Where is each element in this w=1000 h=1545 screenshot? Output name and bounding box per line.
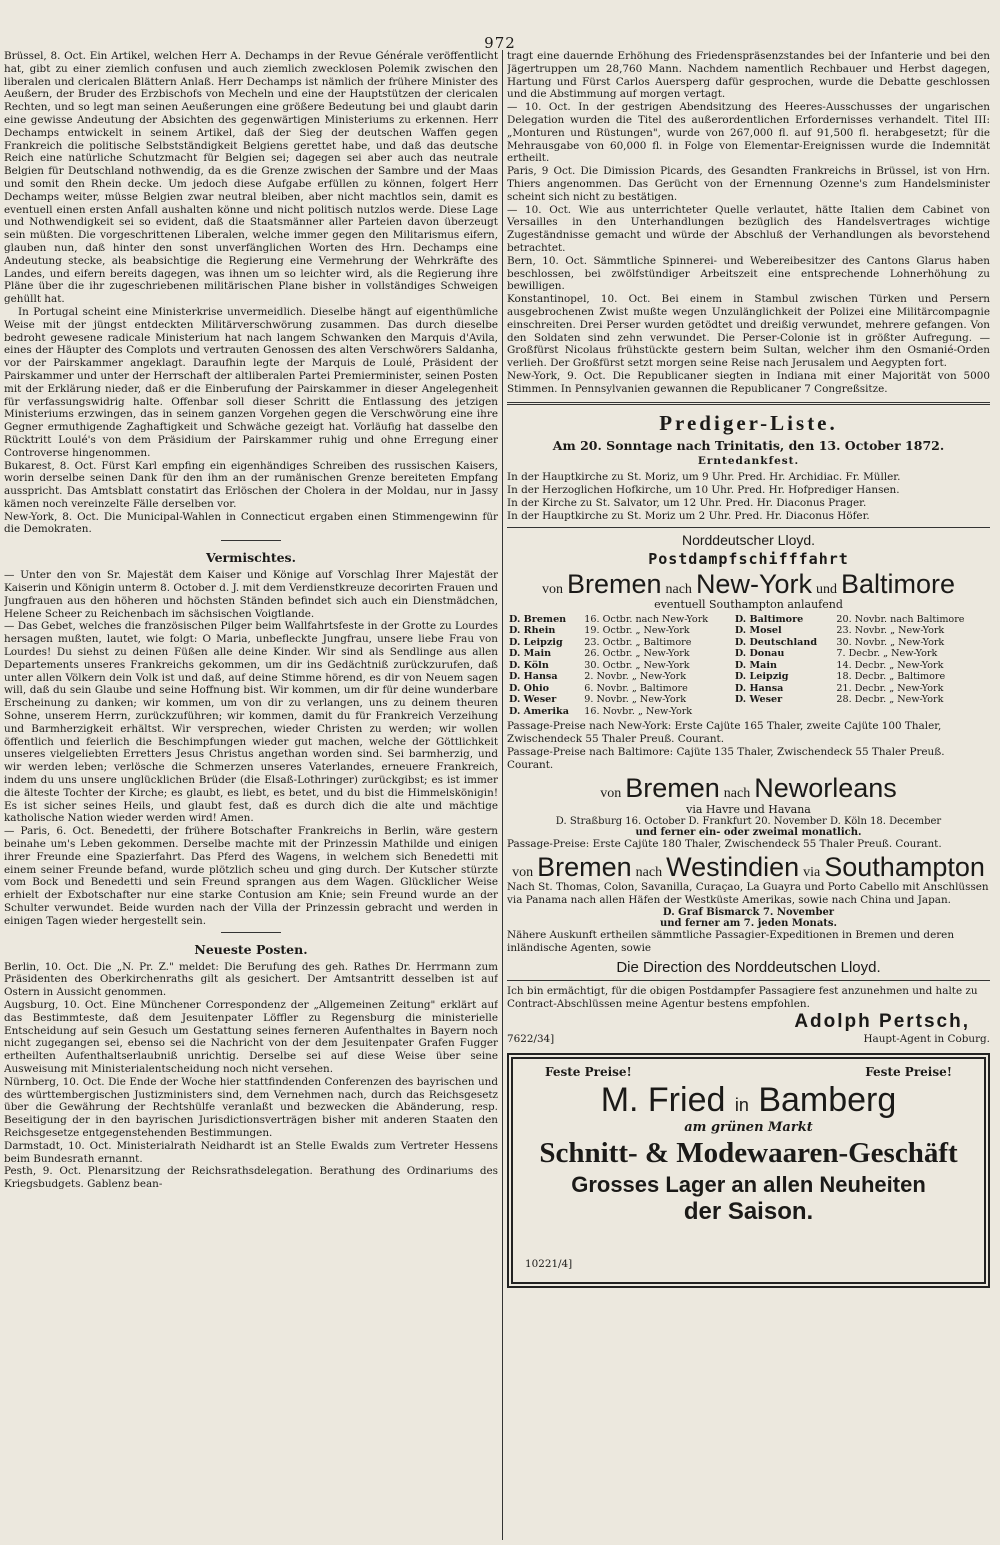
schedule-row: [507, 694, 990, 706]
news-pesth: Pesth, 9. Oct. Plenarsitzung der Reichsrathsdelegation. Berathung des Ordinariums des Kriegsbudgets. Gablenz bean-: [4, 1165, 498, 1191]
ship-name: D. Ohio: [509, 682, 550, 694]
right-column: [507, 50, 990, 1540]
news-konstantinopel: Konstantinopel, 10. Oct. Bei einem in Stambul zwischen Türken und Persern ausgebrochenen Zwist mußte wegen Unzulänglichkeit der Polizei eine Militärcompagnie einschreiten. Drei Perser wurden getödtet und dreißig verwundet, mehrere gefangen. Von den Soldaten sind zehn verwundet. Die Perser-Colonie ist in größter Aufregung. — Großfürst Nicolaus frühstückte gestern beim Sultan, welcher ihm den Osmanié-Orden verlieh. Der Großfürst setzt morgen seine Reise nach Jerusalem und Aegypten fort.: [507, 293, 990, 370]
ship-name: D. Weser: [509, 694, 557, 706]
ship-name: D. Mosel: [734, 625, 782, 637]
fried-slogan-left: Feste Preise!: [545, 1065, 632, 1080]
ship-name: D. Köln: [509, 659, 549, 671]
route-westindien-frequency: und ferner am 7. jeden Monats.: [659, 918, 838, 930]
news-new-york-2: New-York, 9. Oct. Die Republicaner siegten in Indiana mit einer Majorität von 5000 Stimmen. In Pennsylvanien gewannen die Republicaner 7 Congreßsitze.: [507, 369, 990, 395]
news-augsburg: Augsburg, 10. Oct. Eine Münchener Correspondenz der „Allgemeinen Zeitung" erklärt auf das Bestimmteste, daß dem Jesuitenpater Löffler zu Regensburg die ministerielle Entscheidung auf sein Gesuch um Gestattung seines ferneren Aufenthaltes in Bayern noch nicht zugegangen sei, ebenso sei die Nachricht von der dem Jesuitenpater Grafen Fugger ertheilten Aufenthaltserlaubniß unrichtig. Derselbe sei auf diese Weise über seine Ausweisung mit Ministerialentscheidung noch nicht versehen.: [4, 998, 498, 1075]
departure: 26. Octbr. „ New-York: [584, 648, 690, 660]
news-pesth-cont: tragt eine dauernde Erhöhung des Friedenspräsenzstandes bei der Infanterie und bei den Jägertruppen um 28,760 Mann. Nachdem namentlich Rechbauer und Herbst dagegen, Hartung und Fürst Carlos Auersperg dafür gesprochen, wurde die Debatte geschlossen und die Abstimmung auf morgen vertagt.: [507, 50, 990, 101]
preacher-row: In der Kirche zu St. Salvator, um 12 Uhr. Pred. Hr. Diaconus Prager.: [507, 496, 867, 509]
agent-signature: Adolph Pertsch,: [794, 1011, 970, 1033]
route-neworleans-via: via Havre und Havana: [686, 802, 811, 816]
ship-name: [733, 706, 835, 718]
departure: 7. Decbr. „ New-York: [836, 648, 938, 660]
ship-name: D. Weser: [734, 694, 783, 706]
fried-slogan-right: Feste Preise!: [865, 1065, 952, 1080]
schedule-row: [507, 683, 990, 695]
departure: 18. Decbr. „ Baltimore: [836, 671, 946, 683]
schedule-row: [507, 614, 990, 626]
sailing-schedule: [507, 614, 990, 718]
fried-season-line: der Saison.: [683, 1198, 814, 1226]
news-bern: Bern, 10. Oct. Sämmtliche Spinnerei- und Webereibesitzer des Cantons Glarus haben beschlossen, bei zwölfstündiger Arbeitszeit eine entsprechende Lohnerhöhung zu bewilligen.: [507, 254, 990, 293]
section-divider: [221, 540, 281, 541]
route-neworleans: von Bremen nach Neworleans: [600, 773, 897, 804]
fried-reference: 10221/4]: [525, 1258, 573, 1271]
departure: 9. Novbr. „ New-York: [584, 694, 687, 706]
departure: 16. Novbr. „ New-York: [584, 705, 693, 717]
ship-name: D. Main: [509, 648, 552, 660]
news-ungarische-delegation: — 10. Oct. In der gestrigen Abendsitzung des Heeres-Ausschusses der ungarischen Delegation wurden die Titel des außerordentlichen Erfordernisses verhandelt. Titel III: „Monturen und Rüstungen", wurde von 267,000 fl. auf 91,500 fl. herabgesetzt; für die Mehrausgabe von 60,000 fl. in Folge von Elementar-Ereignissen wurde die Indemnität ertheilt.: [507, 101, 990, 165]
departure: 23. Octbr. „ Baltimore: [584, 636, 692, 648]
preacher-list-date: Am 20. Sonntage nach Trinitatis, den 13. October 1872.: [552, 437, 945, 453]
departure: 23. Novbr. „ New-York: [836, 625, 945, 637]
ship-name: D. Main: [734, 659, 777, 671]
departure: 30. Novbr. „ New-York: [836, 636, 945, 648]
ad-separator: [507, 402, 990, 405]
news-handelsvertrag: — 10. Oct. Wie aus unterrichteter Quelle verlautet, hätte Italien dem Cabinet von Versailles in den Unterhandlungen bezüglich des Handelsvertrages wichtige Zugeständnisse gemacht und würde der Abschluß der Verhandlungen als bevorstehend betrachtet.: [507, 203, 990, 254]
preacher-list-occasion: Erntedankfest.: [697, 454, 800, 467]
lloyd-info: Nähere Auskunft ertheilen sämmtliche Passagier-Expeditionen in Bremen und deren inländische Agenten, sowie: [507, 929, 955, 955]
ad-separator: [507, 980, 990, 981]
agent-footer: [507, 1033, 990, 1045]
route-neworleans-frequency: und ferner ein- oder zweimal monatlich.: [635, 826, 862, 838]
agent-title: Haupt-Agent in Coburg.: [863, 1033, 990, 1046]
departure: 28. Decbr. „ New-York: [836, 694, 944, 706]
passage-prices-new-york: Passage-Preise nach New-York: Erste Cajüte 165 Thaler, zweite Cajüte 100 Thaler, Zwischendeck 55 Thaler Preuß. Courant.: [507, 720, 942, 746]
schedule-row: [507, 660, 990, 672]
schedule-row: [507, 648, 990, 660]
ship-name: D. Leipzig: [734, 671, 789, 683]
departure: 30. Octbr. „ New-York: [584, 659, 690, 671]
preacher-row: In der Hauptkirche zu St. Moriz um 2 Uhr. Pred. Hr. Diaconus Höfer.: [507, 509, 870, 522]
lloyd-direction: Die Direction des Norddeutschen Lloyd.: [616, 959, 881, 977]
news-paris: Paris, 9 Oct. Die Dimission Picards, des Gesandten Frankreichs in Brüssel, ist von Hrn. Thiers angenommen. Das Gerücht von der Ernennung Ozenne's zum Handelsminister scheint sich nicht zu bestätigen.: [507, 165, 990, 203]
ship-name: D. Bremen: [509, 613, 567, 625]
departure: 16. Octbr. nach New-York: [584, 613, 709, 625]
ship-name: D. Donau: [734, 648, 785, 660]
route-new-york: von Bremen nach New-York und Baltimore: [541, 568, 956, 599]
ship-name: D. Deutschland: [734, 636, 818, 648]
route-neworleans-dates: D. Straßburg 16. October D. Frankfurt 20. November D. Köln 18. December: [555, 815, 942, 827]
news-berlin: Berlin, 10. Oct. Die „N. Pr. Z." meldet: Die Berufung des geh. Rathes Dr. Herrmann zum Präsidenten des Oberkirchenraths gilt als gesichert. Der Amtsantritt desselben ist auf Ostern in Aussicht genommen.: [4, 960, 498, 999]
fried-stock-line: Grosses Lager an allen Neuheiten: [571, 1172, 926, 1198]
schedule-row: [507, 637, 990, 649]
departure: 19. Octbr. „ New-York: [584, 625, 690, 637]
ship-name: D. Hansa: [509, 671, 558, 683]
article-new-york-1: New-York, 8. Oct. Die Municipal-Wahlen in Connecticut ergaben einen Stimmengewinn für die Demokraten.: [4, 510, 498, 536]
news-nuernberg: Nürnberg, 10. Oct. Die Ende der Woche hier stattfindenden Conferenzen des bayrischen und des württembergischen Justizministers sind, dem Vernehmen nach, durch das Reichsgesetz über die Gewährung der Rechtshülfe veranlaßt und bezwecken die Abänderung, resp. Beseitigung der in den bayrischen Jurisdictionsverträgen bisher mit anderen Staaten den Reichsgesetze entgegenstehenden Bestimmungen.: [4, 1075, 498, 1139]
column-divider: [502, 50, 503, 1540]
page-number: 972: [484, 34, 516, 52]
departure: 14. Decbr. „ New-York: [836, 659, 944, 671]
route-new-york-note: eventuell Southampton anlaufend: [654, 597, 843, 611]
misc-benedetti: — Paris, 6. Oct. Benedetti, der frühere Botschafter Frankreichs in Berlin, wäre gestern beinahe um's Leben gekommen. Derselbe machte mit der Prinzessin Mathilde und einigen ihrer Freunde eine Spazierfahrt. Das Pferd des Wagens, in welchem sich Benedetti mit einem seiner Freunde befand, wurde plötzlich scheu und ging durch. Der Kutscher stürzte vom Bock und Benedetti und sein Freund sprangen aus dem Wagen. Glücklicher Weise erhielt der Exbotschafter nur eine starke Contusion am Knie; sein Freund wurde an der Schulter verwundet. Beide wurden nach der Villa der Prinzessin gebracht und werden in einigen Tagen wieder hergestellt sein.: [4, 825, 498, 927]
preacher-list-title: Prediger-Liste.: [659, 410, 838, 435]
departure: 2. Novbr. „ New-York: [584, 671, 687, 683]
heading-vermischtes: Vermischtes.: [206, 550, 296, 566]
misc-lourdes-prayer: — Das Gebet, welches die französischen Pilger beim Wallfahrtsfeste in der Grotte zu Lourdes hersagen mußten, lautet, wie folgt: O Maria, unbefleckte Jungfrau, unsere liebe Frau von Lourdes! Du siehst zu deinen Füßen alle deine Kinder. Wir sind als Sendlinge aus allen Departements unseres Frankreichs gekommen, um dir ins Gedächtniß zurückzurufen, daß unter allen Völkern dein Volk ist und daß, auf deine Stimme hörend, es dir von Neuem sagen will, daß du sein Glaube und seine Hoffnung bist. Wir kommen, um dir für deine wunderbare Erscheinung zu danken; wir kommen, um von dir zu verlangen, uns zu deinem theuren Sohne, unserem Herrn, zurückzuführen; wir kommen, damit du für Frankreich Verzeihung und Barmherzigkeit erhältst. Wir versprechen, wieder Christen zu werden; wir wollen öffentlich und feierlich die Beschimpfungen wieder gut machen, welche der Göttlichkeit unseres vielgeliebten Erretters Jesus Christus angethan worden sind. Sei barmherzig, und wir werden leben; verlösche die Schmerzen unseres Vaterlandes, erneuere Frankreich, indem du uns unsere unglücklichen Brüder (die Elsaß-Lothringer) zurückgibst; es ist immer die älteste Tochter der Kirche; es glaubt, es liebt, es betet, und du bist die Himmelskönigin! Es ist sicher seines Heils, und glaubt fest, daß es durch dich die alte und mächtige katholische Nation wieder werden wird! Amen.: [4, 620, 498, 825]
misc-verdienstkreuz: — Unter den von Sr. Majestät dem Kaiser und Könige auf Vorschlag Ihrer Majestät der Kaiserin und Königin unterm 8. October d. J. mit dem Verdienstkreuze decorirten Frauen und Jungfrauen aus den höheren und höchsten Ständen befindet sich auch ein Dienstmädchen, Helene Scheer zu Reichenbach im sächsischen Voigtlande.: [4, 569, 498, 620]
departure: 21. Decbr. „ New-York: [836, 682, 944, 694]
passage-prices-neworleans: Passage-Preise: Erste Cajüte 180 Thaler, Zwischendeck 55 Thaler Preuß. Courant.: [507, 837, 942, 850]
route-westindien-date: D. Graf Bismarck 7. November: [662, 907, 835, 919]
fried-slogans: [521, 1065, 976, 1079]
left-column: [4, 50, 498, 1540]
ship-name: D. Baltimore: [734, 613, 804, 625]
fried-business-type: Schnitt- & Modewaaren-Geschäft: [539, 1137, 958, 1170]
ship-name: D. Rhein: [509, 625, 556, 637]
ship-name: D. Leipzig: [509, 636, 563, 648]
fried-company-name: M. Fried in Bamberg: [600, 1081, 897, 1120]
article-bukarest: Bukarest, 8. Oct. Fürst Karl empfing ein eigenhändiges Schreiben des russischen Kaisers, worin derselbe seinen Dank für den ihm an der rumänischen Grenze bereiteten Empfang ausspricht. Das Amtsblatt constatirt das Erlöschen der Cholera in der Moldau, nur in Jassy kämen noch vereinzelte Fälle derselben vor.: [4, 459, 498, 510]
route-westindien-ports: Nach St. Thomas, Colon, Savanilla, Curaçao, La Guayra und Porto Cabello mit Anschlüssen via Panama nach allen Häfen der Westküste Amerikas, sowie nach China und Japan.: [507, 881, 989, 907]
article-portugal: In Portugal scheint eine Ministerkrise unvermeidlich. Dieselbe hängt auf eigenthümliche Weise mit der jüngst entdeckten Militärverschwörung zusammen. Das durch dieselbe bedroht gewesene radicale Ministerium hat nach langem Schwanken den Marquis d'Avila, eines der Häupter des Complots und vertrauten Genossen des alten Verschwörers Saldanha, vor der Pairskammer angeklagt. Daraufhin legte der Marquis de Loulé, Präsident der Pairskammer und unter der Herrschaft der altliberalen Partei Premierminister, seinen Posten mit der Erklärung nieder, daß er die Einberufung der Pairskammer in dieser Angelegenheit für verfassungswidrig halte. Offenbar soll dieser Schritt die Entlassung des jetzigen Ministeriums erzwingen, das in seinem ganzen Vorgehen gegen die Verschwörung eine ihre Gegner ermuthigende Zaghaftigkeit und Schwäche gezeigt hat. Vorläufig hat dasselbe den Rücktritt Loulé's von dem Präsidium der Pairskammer ruhig und ohne Erregung einer Controverse hingenommen.: [4, 305, 498, 459]
section-divider: [221, 932, 281, 933]
schedule-row: [507, 706, 990, 718]
agent-text: Ich bin ermächtigt, für die obigen Postdampfer Passagiere fest anzunehmen und halte zu Contract-Abschlüssen meine Agentur bestens empfohlen.: [507, 985, 978, 1011]
schedule-row: [507, 625, 990, 637]
ship-name: D. Amerika: [509, 705, 569, 717]
lloyd-ad-title: Norddeutscher Lloyd.: [681, 531, 816, 548]
heading-neueste-posten: Neueste Posten.: [194, 941, 308, 957]
departure: [834, 706, 990, 718]
agent-reference: 7622/34]: [507, 1033, 555, 1046]
schedule-row: [507, 671, 990, 683]
preacher-row: In der Herzoglichen Hofkirche, um 10 Uhr. Pred. Hr. Hofprediger Hansen.: [507, 483, 900, 496]
route-westindien: von Bremen nach Westindien via Southampton: [512, 851, 985, 882]
ship-name: D. Hansa: [734, 682, 784, 694]
fried-advertisement: [507, 1053, 990, 1288]
preacher-row: In der Hauptkirche zu St. Moriz, um 9 Uhr. Pred. Hr. Archidiac. Fr. Müller.: [507, 470, 901, 483]
ad-separator: [507, 527, 990, 528]
departure: 20. Novbr. nach Baltimore: [836, 613, 965, 625]
fried-location: am grünen Markt: [684, 1120, 813, 1136]
departure: 6. Novbr. „ Baltimore: [584, 682, 688, 694]
lloyd-ad-subtitle: Postdampfschifffahrt: [648, 549, 849, 568]
news-darmstadt: Darmstadt, 10. Oct. Ministerialrath Neidhardt ist an Stelle Ewalds zum Vertreter Hessens beim Bundesrath ernannt.: [4, 1139, 498, 1165]
passage-prices-baltimore: Passage-Preise nach Baltimore: Cajüte 135 Thaler, Zwischendeck 55 Thaler Preuß. Courant.: [507, 746, 945, 772]
article-bruessel: Brüssel, 8. Oct. Ein Artikel, welchen Herr A. Dechamps in der Revue Générale veröffentlicht hat, gibt zu einer ziemlich confusen und auch ziemlich zwecklosen Polemik zwischen den liberalen und clericalen Blättern Anlaß. Herr Dechamps ist nämlich der frühere Minister des Aeußern, der Bruder des Erzbischofs von Mecheln und eine der Hauptstützen der clericalen Rechten, und so legt man seinen Aeußerungen eine größere Bedeutung bei und glaubt darin eine gewisse Andeutung der Absichten des gegenwärtigen Ministeriums zu erkennen. Herr Dechamps entwickelt in seinem Artikel, daß der Sieg der deutschen Waffen gegen Frankreich die politische Selbstständigkeit Belgiens gerettet habe, und daß das deutsche Reich eine natürliche Schutzmacht für Belgien sei; dagegen sei aber auch das neutrale Belgien für Deutschland nothwendig, da es die Grenze zwischen der Sambre und der Maas und somit den Rhein decke. Um jedoch diese Aufgabe erfüllen zu können, folgert Herr Dechamps weiter, müsse Belgien zwar neutral bleiben, aber nicht machtlos sein, damit es eventuell einen ersten Anfall aushalten könne und nicht politisch nutzlos werde. Diese Lage und Nothwendigkeit sei so evident, daß die Staatsmänner aller Parteien davon überzeugt sein müßten. Die vorgeschrittenen Liberalen, welche immer gegen den Militarismus eifern, glauben nun, daß hinter den sonst unverfänglichen Worten des Hrn. Dechamps eine Andeutung stecke, als beabsichtige die Regierung eine Vermehrung der Wehrkräfte des Landes, und eifern bereits dagegen, was ihnen um so leichter wird, als die Regierung ihre Pläne über die ihr zugeschriebenen militärischen Plane bisher in vollständiges Schweigen gehüllt hat.: [4, 50, 498, 306]
